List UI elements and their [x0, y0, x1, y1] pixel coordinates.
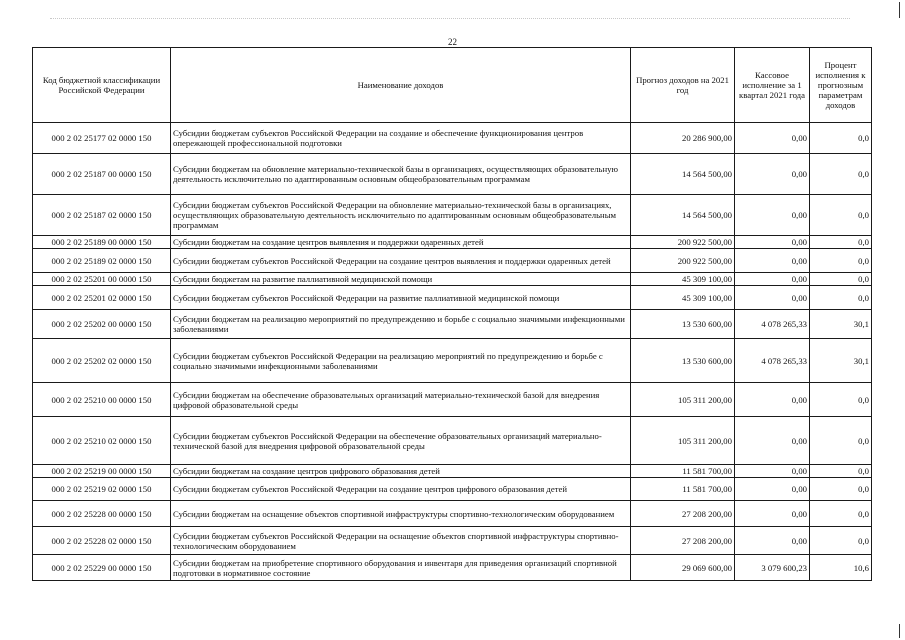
table-row	[33, 154, 872, 195]
revenue-name-cell: Субсидии бюджетам на обеспечение образовательных организаций материально-технической базой для внедрения цифровой образовательной среды	[171, 383, 631, 417]
revenue-name-cell: Субсидии бюджетам субъектов Российской Федерации на обеспечение образовательных организаций материально-технической базой для внедрения цифровой образовательной среды	[171, 417, 631, 465]
header-name: Наименование доходов	[171, 48, 631, 123]
table-row	[33, 417, 872, 465]
percent-cell: 10,6	[810, 555, 872, 581]
forecast-cell: 45 309 100,00	[631, 286, 735, 310]
table-row	[33, 555, 872, 581]
percent-cell: 30,1	[810, 339, 872, 383]
percent-cell: 0,0	[810, 465, 872, 478]
table-row	[33, 527, 872, 555]
table-body	[33, 123, 872, 581]
forecast-cell: 45 309 100,00	[631, 273, 735, 286]
budget-code-cell: 000 2 02 25210 02 0000 150	[33, 417, 171, 465]
forecast-cell: 14 564 500,00	[631, 154, 735, 195]
revenue-name-cell: Субсидии бюджетам субъектов Российской Федерации на создание и обеспечение функционирования центров опережающей профессиональной подготовки	[171, 123, 631, 154]
header-percent: Процент исполнения к прогнозным параметрам доходов	[810, 48, 872, 123]
header-code: Код бюджетной классификации Российской Федерации	[33, 48, 171, 123]
percent-cell: 0,0	[810, 195, 872, 236]
forecast-cell: 200 922 500,00	[631, 236, 735, 249]
revenue-table	[32, 47, 872, 581]
cash-execution-cell: 0,00	[735, 154, 810, 195]
percent-cell: 0,0	[810, 417, 872, 465]
revenue-name-cell: Субсидии бюджетам на создание центров цифрового образования детей	[171, 465, 631, 478]
cash-execution-cell: 0,00	[735, 527, 810, 555]
table-header-row	[33, 48, 872, 123]
forecast-cell: 27 208 200,00	[631, 501, 735, 527]
forecast-cell: 11 581 700,00	[631, 478, 735, 501]
table-row	[33, 501, 872, 527]
table-row	[33, 249, 872, 273]
cash-execution-cell: 0,00	[735, 195, 810, 236]
revenue-name-cell: Субсидии бюджетам субъектов Российской Федерации на создание центров цифрового образования детей	[171, 478, 631, 501]
forecast-cell: 27 208 200,00	[631, 527, 735, 555]
cash-execution-cell: 0,00	[735, 465, 810, 478]
budget-code-cell: 000 2 02 25187 00 0000 150	[33, 154, 171, 195]
table-row	[33, 339, 872, 383]
budget-code-cell: 000 2 02 25219 00 0000 150	[33, 465, 171, 478]
cash-execution-cell: 0,00	[735, 501, 810, 527]
table-row	[33, 195, 872, 236]
cash-execution-cell: 0,00	[735, 383, 810, 417]
scan-edge-mark	[899, 624, 900, 638]
revenue-name-cell: Субсидии бюджетам субъектов Российской Федерации на реализацию мероприятий по предупреждению и борьбе с социально значимыми инфекционными заболеваниями	[171, 339, 631, 383]
header-cash: Кассовое исполнение за 1 квартал 2021 года	[735, 48, 810, 123]
revenue-name-cell: Субсидии бюджетам субъектов Российской Федерации на развитие паллиативной медицинской помощи	[171, 286, 631, 310]
budget-code-cell: 000 2 02 25202 00 0000 150	[33, 310, 171, 339]
percent-cell: 0,0	[810, 236, 872, 249]
percent-cell: 0,0	[810, 249, 872, 273]
forecast-cell: 11 581 700,00	[631, 465, 735, 478]
revenue-name-cell: Субсидии бюджетам на развитие паллиативной медицинской помощи	[171, 273, 631, 286]
cash-execution-cell: 3 079 600,23	[735, 555, 810, 581]
percent-cell: 0,0	[810, 383, 872, 417]
revenue-name-cell: Субсидии бюджетам на создание центров выявления и поддержки одаренных детей	[171, 236, 631, 249]
table-row	[33, 123, 872, 154]
table-row	[33, 236, 872, 249]
percent-cell: 0,0	[810, 478, 872, 501]
forecast-cell: 29 069 600,00	[631, 555, 735, 581]
budget-code-cell: 000 2 02 25228 02 0000 150	[33, 527, 171, 555]
cash-execution-cell: 0,00	[735, 123, 810, 154]
budget-code-cell: 000 2 02 25201 02 0000 150	[33, 286, 171, 310]
forecast-cell: 200 922 500,00	[631, 249, 735, 273]
percent-cell: 0,0	[810, 123, 872, 154]
budget-code-cell: 000 2 02 25219 02 0000 150	[33, 478, 171, 501]
cash-execution-cell: 0,00	[735, 249, 810, 273]
header-forecast: Прогноз доходов на 2021 год	[631, 48, 735, 123]
forecast-cell: 105 311 200,00	[631, 417, 735, 465]
cash-execution-cell: 0,00	[735, 417, 810, 465]
cash-execution-cell: 0,00	[735, 478, 810, 501]
scan-noise-line	[50, 18, 850, 20]
cash-execution-cell: 0,00	[735, 236, 810, 249]
revenue-name-cell: Субсидии бюджетам на обновление материально-технической базы в организациях, осуществляющих образовательную деятельность исключительно по адаптированным основным общеобразовательным программам	[171, 154, 631, 195]
forecast-cell: 105 311 200,00	[631, 383, 735, 417]
budget-code-cell: 000 2 02 25210 00 0000 150	[33, 383, 171, 417]
forecast-cell: 20 286 900,00	[631, 123, 735, 154]
percent-cell: 0,0	[810, 527, 872, 555]
cash-execution-cell: 0,00	[735, 286, 810, 310]
revenue-name-cell: Субсидии бюджетам на оснащение объектов спортивной инфраструктуры спортивно-технологическим оборудованием	[171, 501, 631, 527]
percent-cell: 30,1	[810, 310, 872, 339]
cash-execution-cell: 4 078 265,33	[735, 339, 810, 383]
page-number: 22	[448, 37, 457, 47]
percent-cell: 0,0	[810, 154, 872, 195]
budget-code-cell: 000 2 02 25228 00 0000 150	[33, 501, 171, 527]
cash-execution-cell: 0,00	[735, 273, 810, 286]
revenue-name-cell: Субсидии бюджетам субъектов Российской Федерации на создание центров выявления и поддержки одаренных детей	[171, 249, 631, 273]
budget-code-cell: 000 2 02 25189 00 0000 150	[33, 236, 171, 249]
table-row	[33, 478, 872, 501]
scan-edge-mark	[899, 2, 900, 18]
revenue-name-cell: Субсидии бюджетам субъектов Российской Федерации на обновление материально-технической базы в организациях, осуществляющих образовательную деятельность исключительно по адаптированным основным общеобразовательным программам	[171, 195, 631, 236]
budget-code-cell: 000 2 02 25202 02 0000 150	[33, 339, 171, 383]
budget-code-cell: 000 2 02 25187 02 0000 150	[33, 195, 171, 236]
table-row	[33, 286, 872, 310]
table-row	[33, 465, 872, 478]
budget-code-cell: 000 2 02 25189 02 0000 150	[33, 249, 171, 273]
table-row	[33, 383, 872, 417]
revenue-name-cell: Субсидии бюджетам на приобретение спортивного оборудования и инвентаря для приведения организаций спортивной подготовки в нормативное состояние	[171, 555, 631, 581]
table-row	[33, 310, 872, 339]
forecast-cell: 14 564 500,00	[631, 195, 735, 236]
percent-cell: 0,0	[810, 273, 872, 286]
cash-execution-cell: 4 078 265,33	[735, 310, 810, 339]
percent-cell: 0,0	[810, 286, 872, 310]
budget-code-cell: 000 2 02 25201 00 0000 150	[33, 273, 171, 286]
forecast-cell: 13 530 600,00	[631, 339, 735, 383]
revenue-name-cell: Субсидии бюджетам субъектов Российской Федерации на оснащение объектов спортивной инфраструктуры спортивно-технологическим оборудованием	[171, 527, 631, 555]
budget-code-cell: 000 2 02 25229 00 0000 150	[33, 555, 171, 581]
percent-cell: 0,0	[810, 501, 872, 527]
revenue-name-cell: Субсидии бюджетам на реализацию мероприятий по предупреждению и борьбе с социально значимыми инфекционными заболеваниями	[171, 310, 631, 339]
forecast-cell: 13 530 600,00	[631, 310, 735, 339]
table-row	[33, 273, 872, 286]
budget-code-cell: 000 2 02 25177 02 0000 150	[33, 123, 171, 154]
